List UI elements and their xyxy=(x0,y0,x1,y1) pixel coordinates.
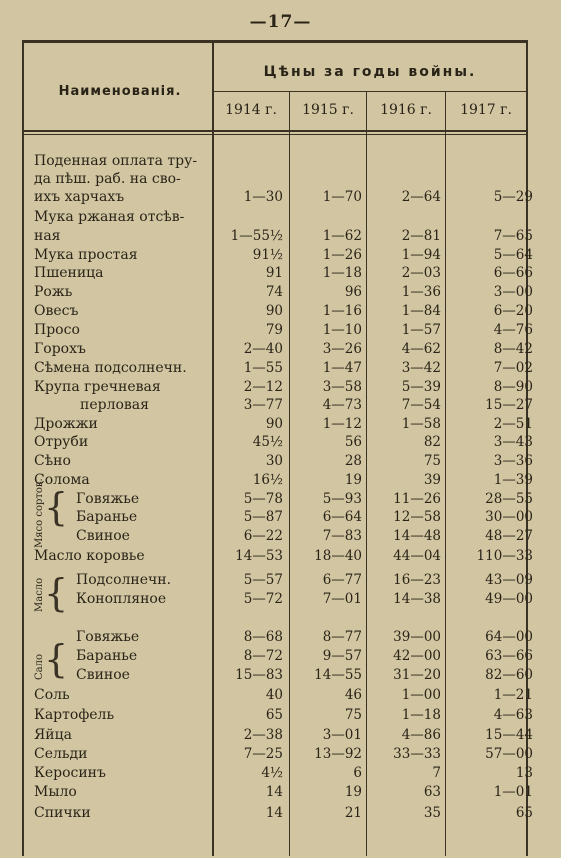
row-label: Дрожжи xyxy=(34,416,98,432)
price-cell: 1—18 xyxy=(401,707,441,723)
price-cell: 11—26 xyxy=(393,491,441,507)
price-cell: 3—42 xyxy=(401,360,441,376)
price-cell: 40 xyxy=(265,687,283,703)
group-label-fat: Сало xyxy=(34,654,45,680)
price-cell: 2—38 xyxy=(243,727,283,743)
price-cell: 39 xyxy=(423,472,441,488)
price-cell: 7—02 xyxy=(493,360,533,376)
price-cell: 46 xyxy=(344,687,362,703)
row-label: Масло коровье xyxy=(34,548,145,564)
price-cell: 3—43 xyxy=(493,434,533,450)
price-cell: 7—25 xyxy=(243,746,283,762)
row-label: Просо xyxy=(34,322,80,338)
price-cell: 1—36 xyxy=(401,284,441,300)
header-name-column: Наименованія. xyxy=(58,84,182,99)
row-label: Сѣно xyxy=(34,453,71,469)
price-cell: 14—55 xyxy=(314,667,362,683)
price-cell: 91 xyxy=(265,265,283,281)
header-year-1914: 1914 г. xyxy=(225,102,277,118)
year-divider-1 xyxy=(289,92,290,856)
price-cell: 14—53 xyxy=(235,548,283,564)
price-cell: 13—92 xyxy=(314,746,362,762)
row-label: Картофель xyxy=(34,707,115,723)
price-cell: 2—12 xyxy=(243,379,283,395)
price-cell: 14—48 xyxy=(393,528,441,544)
price-cell: 56 xyxy=(344,434,362,450)
row-label: Спички xyxy=(34,805,91,821)
price-cell: 82—60 xyxy=(485,667,533,683)
price-cell: 33—33 xyxy=(393,746,441,762)
price-cell: 5—39 xyxy=(401,379,441,395)
price-cell: 43—09 xyxy=(485,572,533,588)
price-cell: 28 xyxy=(344,453,362,469)
price-cell: 79 xyxy=(265,322,283,338)
row-label: Солома xyxy=(34,472,90,488)
price-cell: 110—33 xyxy=(476,548,533,564)
price-cell: 15—44 xyxy=(485,727,533,743)
price-cell: 16—23 xyxy=(393,572,441,588)
row-label: Отруби xyxy=(34,434,89,450)
price-cell: 3—00 xyxy=(493,284,533,300)
row-label: Подсолнечн. xyxy=(76,572,172,588)
price-cell: 5—72 xyxy=(243,591,283,607)
price-cell: 30—00 xyxy=(485,509,533,525)
price-cell: 2—81 xyxy=(401,228,441,244)
price-cell: 42—00 xyxy=(393,648,441,664)
price-cell: 75 xyxy=(344,707,362,723)
price-cell: 3—26 xyxy=(322,341,362,357)
price-cell: 3—36 xyxy=(493,453,533,469)
price-cell: 4—76 xyxy=(493,322,533,338)
row-label: Сѣмена подсолнечн. xyxy=(34,360,187,376)
price-cell: 8—72 xyxy=(243,648,283,664)
row-label: Мука ржаная отсѣв- xyxy=(34,209,185,225)
group-label-meat: Мясо сортов. xyxy=(34,478,45,548)
price-cell: 65 xyxy=(515,805,533,821)
price-cell: 1—55 xyxy=(243,360,283,376)
price-cell: 14—38 xyxy=(393,591,441,607)
price-cell: 6—66 xyxy=(493,265,533,281)
price-cell: 7—83 xyxy=(322,528,362,544)
price-cell: 31—20 xyxy=(393,667,441,683)
price-cell: 14 xyxy=(265,805,283,821)
row-label: Баранье xyxy=(76,509,138,525)
price-cell: 96 xyxy=(344,284,362,300)
price-cell: 1—00 xyxy=(401,687,441,703)
price-cell: 3—01 xyxy=(322,727,362,743)
price-cell: 1—70 xyxy=(322,189,362,205)
group-label-oil: Масло xyxy=(34,577,45,612)
price-cell: 7 xyxy=(432,765,441,781)
price-cell: 1—94 xyxy=(401,247,441,263)
header-year-1916: 1916 г. xyxy=(380,102,432,118)
header-divider xyxy=(212,91,528,92)
price-cell: 90 xyxy=(265,303,283,319)
price-cell: 5—87 xyxy=(243,509,283,525)
price-cell: 48—27 xyxy=(485,528,533,544)
price-cell: 1—57 xyxy=(401,322,441,338)
price-cell: 14 xyxy=(265,784,283,800)
price-cell: 1—39 xyxy=(493,472,533,488)
price-cell: 1—21 xyxy=(493,687,533,703)
row-label: Рожь xyxy=(34,284,73,300)
price-cell: 12—58 xyxy=(393,509,441,525)
header-bottom-rule xyxy=(22,130,528,132)
price-cell: 1—55½ xyxy=(230,228,283,244)
row-label: Конопляное xyxy=(76,591,167,607)
price-cell: 4—73 xyxy=(322,397,362,413)
price-cell: 1—58 xyxy=(401,416,441,432)
price-cell: 75 xyxy=(423,453,441,469)
price-cell: 1—12 xyxy=(322,416,362,432)
oil-brace: { xyxy=(44,571,69,615)
price-cell: 4—62 xyxy=(401,341,441,357)
price-cell: 44—04 xyxy=(393,548,441,564)
row-label: Керосинъ xyxy=(34,765,106,781)
price-cell: 8—42 xyxy=(493,341,533,357)
price-cell: 15—83 xyxy=(235,667,283,683)
price-cell: 7—01 xyxy=(322,591,362,607)
price-cell: 21 xyxy=(344,805,362,821)
meat-brace: { xyxy=(44,485,69,529)
price-cell: 5—57 xyxy=(243,572,283,588)
price-cell: 2—03 xyxy=(401,265,441,281)
price-cell: 19 xyxy=(344,784,362,800)
row-label: Свиное xyxy=(76,667,130,683)
price-cell: 1—62 xyxy=(322,228,362,244)
row-label: Мыло xyxy=(34,784,77,800)
row-label: ихъ харчахъ xyxy=(34,189,125,205)
price-cell: 1—18 xyxy=(322,265,362,281)
price-cell: 8—77 xyxy=(322,629,362,645)
price-cell: 91½ xyxy=(252,247,283,263)
row-label: Мука простая xyxy=(34,247,138,263)
price-cell: 65 xyxy=(265,707,283,723)
price-cell: 18—40 xyxy=(314,548,362,564)
price-cell: 4—86 xyxy=(401,727,441,743)
year-divider-3 xyxy=(445,92,446,856)
price-cell: 5—64 xyxy=(493,247,533,263)
price-cell: 1—84 xyxy=(401,303,441,319)
price-cell: 8—90 xyxy=(493,379,533,395)
row-label: Горохъ xyxy=(34,341,86,357)
price-cell: 1—10 xyxy=(322,322,362,338)
price-cell: 5—93 xyxy=(322,491,362,507)
price-cell: 19 xyxy=(344,472,362,488)
price-cell: 28—55 xyxy=(485,491,533,507)
price-cell: 16½ xyxy=(252,472,283,488)
price-cell: 45½ xyxy=(252,434,283,450)
price-cell: 3—77 xyxy=(243,397,283,413)
row-label: да пѣш. раб. на сво- xyxy=(34,171,181,187)
price-cell: 5—78 xyxy=(243,491,283,507)
price-cell: 6—22 xyxy=(243,528,283,544)
price-cell: 5—29 xyxy=(493,189,533,205)
price-cell: 6—20 xyxy=(493,303,533,319)
price-cell: 30 xyxy=(265,453,283,469)
year-divider-2 xyxy=(366,92,367,856)
header-year-1917: 1917 г. xyxy=(460,102,512,118)
price-cell: 8—68 xyxy=(243,629,283,645)
row-label: ная xyxy=(34,228,61,244)
name-column-divider xyxy=(212,42,214,856)
price-cell: 3—58 xyxy=(322,379,362,395)
price-cell: 63 xyxy=(423,784,441,800)
price-cell: 1—01 xyxy=(493,784,533,800)
price-cell: 90 xyxy=(265,416,283,432)
price-cell: 4—63 xyxy=(493,707,533,723)
table-top-rule xyxy=(22,40,528,43)
price-cell: 1—26 xyxy=(322,247,362,263)
row-label: Говяжье xyxy=(76,629,140,645)
price-cell: 63—66 xyxy=(485,648,533,664)
page-number: —17— xyxy=(249,12,312,32)
price-cell: 7—54 xyxy=(401,397,441,413)
price-cell: 2—64 xyxy=(401,189,441,205)
price-cell: 2—51 xyxy=(493,416,533,432)
price-cell: 6 xyxy=(353,765,362,781)
price-cell: 57—00 xyxy=(485,746,533,762)
price-cell: 1—16 xyxy=(322,303,362,319)
row-label: Крупа гречневая xyxy=(34,379,161,395)
fat-brace: { xyxy=(44,637,69,681)
price-cell: 6—64 xyxy=(322,509,362,525)
price-cell: 1—47 xyxy=(322,360,362,376)
price-cell: 13 xyxy=(515,765,533,781)
row-label: Баранье xyxy=(76,648,138,664)
price-cell: 6—77 xyxy=(322,572,362,588)
price-cell: 2—40 xyxy=(243,341,283,357)
price-cell: 39—00 xyxy=(393,629,441,645)
price-cell: 1—30 xyxy=(243,189,283,205)
price-cell: 35 xyxy=(423,805,441,821)
row-label: Яйца xyxy=(34,727,72,743)
price-cell: 4½ xyxy=(261,765,283,781)
price-cell: 9—57 xyxy=(322,648,362,664)
row-label: Соль xyxy=(34,687,70,703)
price-cell: 49—00 xyxy=(485,591,533,607)
row-label: Овесъ xyxy=(34,303,79,319)
price-cell: 7—65 xyxy=(493,228,533,244)
header-bottom-rule-2 xyxy=(22,134,528,135)
price-cell: 64—00 xyxy=(485,629,533,645)
row-label: Свиное xyxy=(76,528,130,544)
price-cell: 74 xyxy=(265,284,283,300)
row-label: Поденная оплата тру- xyxy=(34,153,198,169)
price-cell: 15—27 xyxy=(485,397,533,413)
row-label: Сельди xyxy=(34,746,88,762)
price-cell: 82 xyxy=(423,434,441,450)
row-label: Говяжье xyxy=(76,491,140,507)
row-label: Пшеница xyxy=(34,265,104,281)
row-label: перловая xyxy=(80,397,149,413)
header-prices-title: Цѣны за годы войны. xyxy=(263,64,477,80)
header-year-1915: 1915 г. xyxy=(302,102,354,118)
